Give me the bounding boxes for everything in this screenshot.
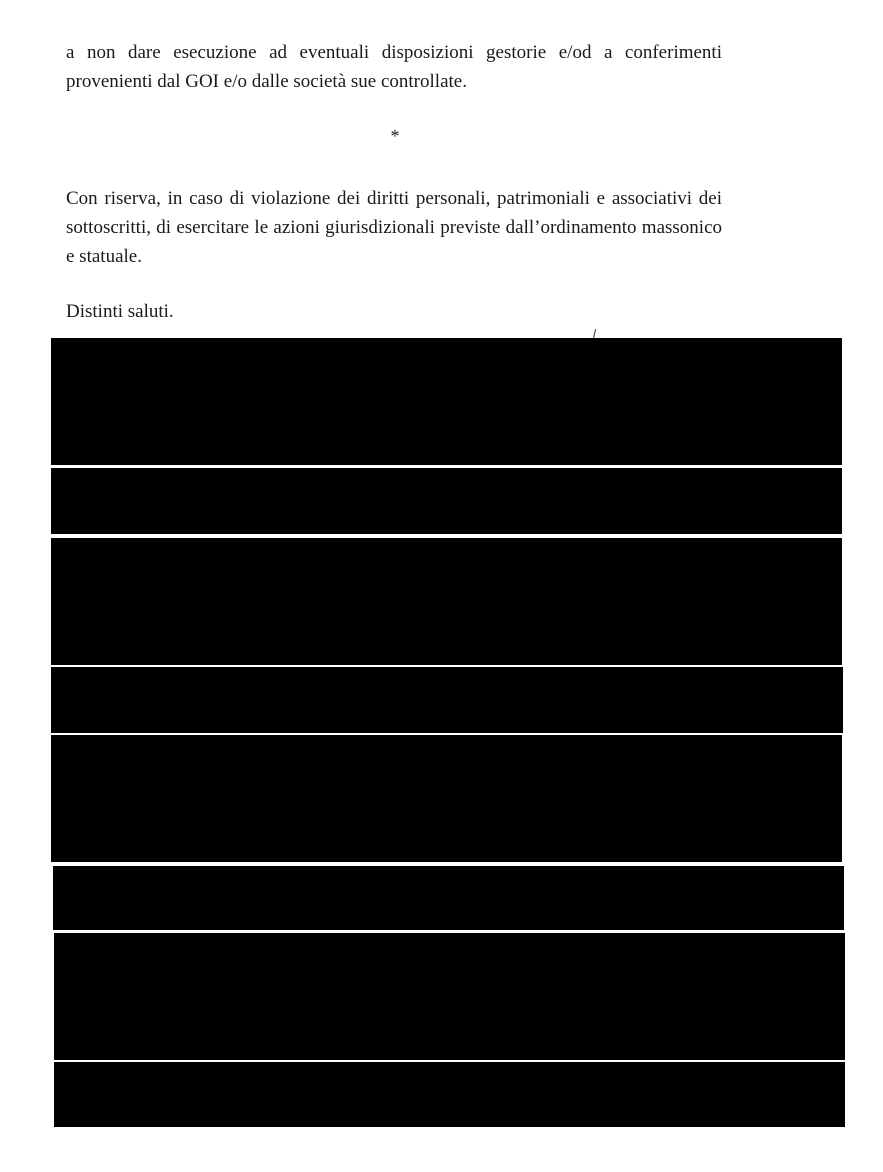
- section-separator: *: [390, 126, 400, 146]
- redaction-block: [51, 468, 842, 534]
- redaction-block: [54, 1062, 845, 1127]
- redaction-block: [54, 933, 845, 1060]
- closing-salutation: Distinti saluti.: [66, 301, 174, 322]
- paragraph-riserva: Con riserva, in caso di violazione dei diritti personali, patrimoniali e associativi dei sottoscritti, di esercitare le azioni giurisdizionali previste dall’ordinamento massonico e statuale.: [66, 188, 722, 267]
- redaction-block: [51, 735, 842, 862]
- redaction-block: [51, 667, 843, 733]
- redaction-block: [53, 866, 844, 930]
- redaction-block: [51, 538, 842, 665]
- redaction-block: [51, 338, 842, 465]
- paragraph-conferimenti: a non dare esecuzione ad eventuali disposizioni gestorie e/od a conferimenti provenienti dal GOI e/o dalle società sue controllate.: [66, 42, 722, 92]
